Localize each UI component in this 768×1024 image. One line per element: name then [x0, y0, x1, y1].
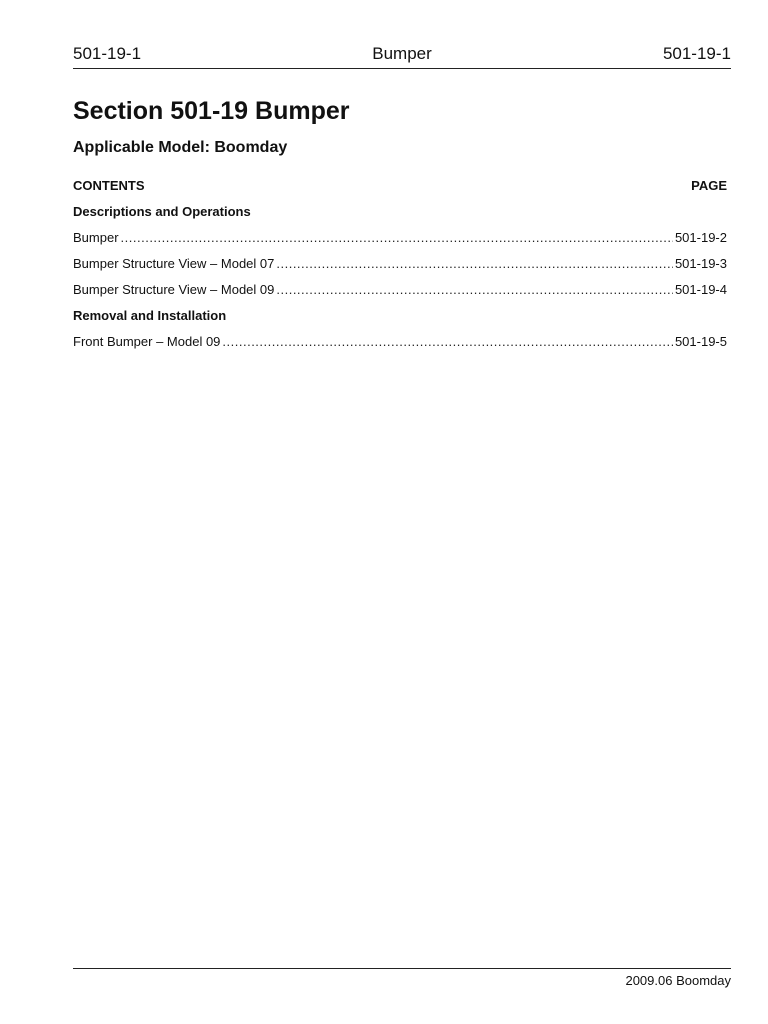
toc-group-heading: Removal and Installation	[73, 308, 227, 323]
dot-leader	[276, 254, 673, 274]
toc-entry[interactable]	[73, 280, 727, 300]
toc-entry-page[interactable]: 501-19-3	[674, 256, 727, 271]
toc-entry[interactable]	[73, 332, 727, 352]
applicable-model: Applicable Model: Boomday	[73, 139, 288, 156]
toc-entry-page[interactable]: 501-19-5	[674, 334, 727, 349]
page-column-label: PAGE	[691, 178, 727, 193]
section-code-left: 501-19-1	[73, 44, 142, 63]
toc-group-heading: Descriptions and Operations	[73, 204, 251, 219]
toc-header-row	[73, 176, 727, 196]
toc-entry-title[interactable]: Bumper	[73, 230, 119, 245]
toc-entry-title[interactable]: Bumper Structure View – Model 07	[73, 256, 275, 271]
dot-leader	[121, 228, 673, 248]
page-header	[73, 44, 731, 69]
toc-entry-page[interactable]: 501-19-2	[674, 230, 727, 245]
toc-entry[interactable]	[73, 254, 727, 274]
toc-entry[interactable]	[73, 228, 727, 248]
toc-entry-title[interactable]: Front Bumper – Model 09	[73, 334, 221, 349]
section-title: Section 501-19 Bumper	[73, 97, 350, 125]
toc-entry-title[interactable]: Bumper Structure View – Model 09	[73, 282, 275, 297]
page-footer	[73, 968, 731, 988]
contents-label: CONTENTS	[73, 178, 145, 193]
edition-label: 2009.06 Boomday	[625, 973, 731, 988]
toc-entry-page[interactable]: 501-19-4	[674, 282, 727, 297]
table-of-contents	[73, 176, 727, 352]
section-code-right: 501-19-1	[662, 44, 731, 63]
header-title: Bumper	[372, 44, 432, 63]
dot-leader	[276, 280, 673, 300]
dot-leader	[222, 332, 673, 352]
